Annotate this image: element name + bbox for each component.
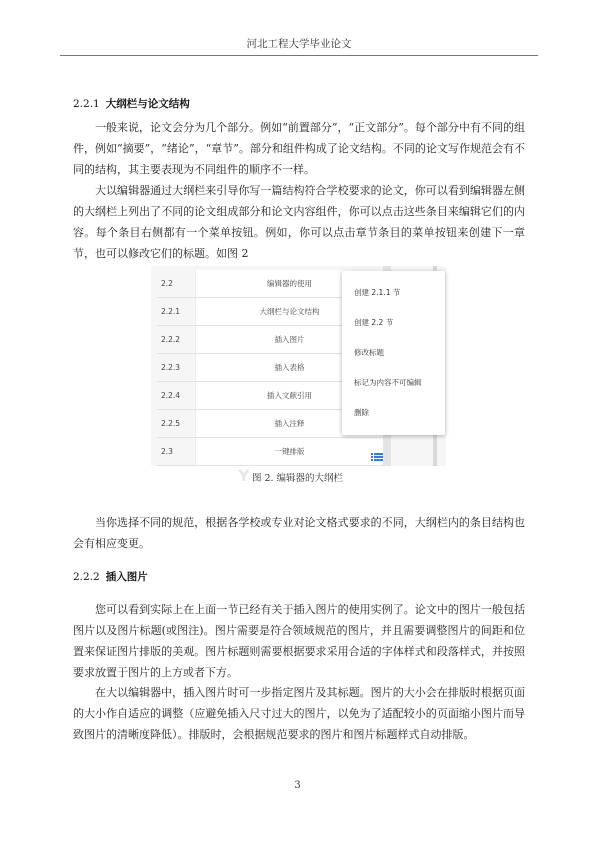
section-number: 2.2.2 — [73, 571, 100, 583]
outline-title: 一键排版 — [195, 438, 383, 465]
outline-number: 2.2.5 — [161, 419, 181, 428]
running-header: 河北工程大学毕业论文 — [60, 36, 538, 56]
paragraph: 大以编辑器通过大纲栏来引导你写一篇结构符合学校要求的论文，你可以看到编辑器左侧的大纲栏上列出了不同的论文组成部分和论文内容组件，你可以点击这些条目来编辑它们的内容。每个条目右侧都有一个菜单按钮。例如，你可以点击章节条目的菜单按钮来创建下一章节，也可以修改它们的标题。如图 2 — [73, 184, 525, 260]
section-title: 大纲栏与论文结构 — [105, 98, 190, 110]
page-number: 3 — [294, 780, 301, 791]
figure-caption: 图 2. 编辑器的大纲栏 — [251, 473, 344, 484]
outline-figure — [151, 266, 446, 466]
outline-number: 2.2.2 — [161, 335, 181, 344]
section-title: 插入图片 — [105, 571, 148, 583]
menu-item-create-subsection[interactable]: 创建 2.1.1 节 — [354, 287, 401, 297]
outline-number: 2.2.4 — [161, 391, 181, 400]
menu-item-rename[interactable]: 修改标题 — [354, 347, 384, 357]
section-heading-2-2-2 — [73, 569, 148, 584]
outline-title: 插入表格 — [195, 354, 383, 381]
menu-item-lock[interactable]: 标记为内容不可编辑 — [354, 377, 422, 387]
paragraph: 一般来说，论文会分为几个部分。例如“前置部分”，“正文部分”。每个部分中有不同的组件，例如“摘要”，“绪论”，“章节”。部分和组件构成了论文结构。不同的论文写作规范会有不同的结构，其主要表现为不同组件的顺序不一样。 — [73, 121, 525, 176]
outline-title: 插入文献引用 — [195, 382, 383, 409]
menu-item-delete[interactable]: 删除 — [354, 407, 369, 417]
section-number: 2.2.1 — [73, 98, 100, 110]
outline-number: 2.2 — [161, 279, 173, 288]
outline-title: 编辑器的使用 — [195, 270, 383, 297]
outline-title: 插入注释 — [195, 410, 383, 437]
paragraph: 您可以看到实际上在上面一节已经有关于插入图片的使用实例了。论文中的图片一般包括图片以及图片标题(或图注)。图片需要是符合领域规范的图片，并且需要调整图片的间距和位置来保证图片排版的美观。图片标题则需要根据要求采用合适的字体样式和段落样式，并按照要求放置于图片的上方或者下方。 — [73, 603, 525, 679]
outline-number: 2.2.1 — [161, 307, 181, 316]
paragraph: 当你选择不同的规范，根据各学校或专业对论文格式要求的不同，大纲栏内的条目结构也会有相应变更。 — [73, 516, 525, 550]
outline-number: 2.2.3 — [161, 363, 181, 372]
list-menu-icon[interactable] — [371, 452, 383, 462]
watermark-logo: Y — [238, 466, 250, 485]
menu-item-create-section[interactable]: 创建 2.2 节 — [354, 317, 394, 327]
outline-title: 大纲栏与论文结构 — [195, 298, 383, 325]
outline-number: 2.3 — [161, 447, 173, 456]
section-heading-2-2-1 — [73, 96, 190, 111]
context-menu — [342, 271, 445, 435]
paragraph: 在大以编辑器中，插入图片时可一步指定图片及其标题。图片的大小会在排版时根据页面的大小作自适应的调整（应避免插入尺寸过大的图片，以免为了适配较小的页面缩小图片而导致图片的清晰度降低）。排版时，会根据规范要求的图片和图片标题样式自动排版。 — [73, 686, 525, 741]
outline-title: 插入图片 — [195, 326, 383, 353]
outline-row[interactable] — [157, 438, 383, 466]
